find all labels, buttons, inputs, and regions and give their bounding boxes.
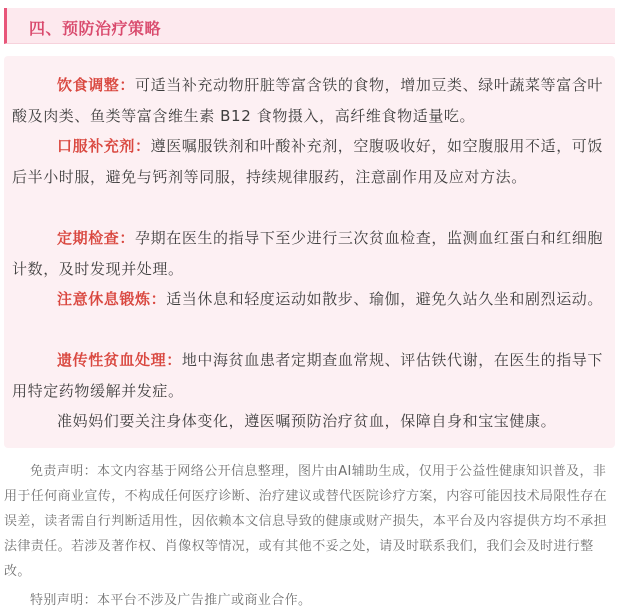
paragraph-hereditary (12, 345, 604, 406)
text-rest-exercise: 适当休息和轻度运动如散步、瑜伽，避免久站久坐和剧烈运动。 (166, 290, 604, 308)
strategy-card (4, 56, 615, 448)
keyword-hereditary: 遗传性贫血处理： (57, 351, 182, 369)
disclaimer-text: 免责声明：本文内容基于网络公开信息整理，图片由AI辅助生成，仅用于公益性健康知识普及，非用于任何商业宣传，不构成任何医疗诊断、治疗建议或替代医院诊疗方案，内容可能因技术局限性存在误差，读者需自行判断适用性，因依赖本文信息导致的健康或财产损失，本平台及内容提供方均不承担法律责任。若涉及著作权、肖像权等情况，或有其他不妥之处，请及时联系我们，我们会及时进行整改。 (4, 464, 608, 579)
paragraph-closing: 准妈妈们要关注身体变化，遵医嘱预防治疗贫血，保障自身和宝宝健康。 (57, 412, 557, 430)
paragraph-checkup (12, 223, 604, 284)
text-checkup: 孕期在医生的指导下至少进行三次贫血检查，监测血红蛋白和红细胞计数，及时发现并处理。 (12, 229, 604, 278)
section-header (4, 8, 615, 44)
special-notice-text: 特别声明：本平台不涉及广告推广或商业合作。 (30, 593, 312, 608)
paragraph-diet (12, 70, 604, 131)
paragraph-rest-exercise (12, 284, 604, 315)
text-diet: 可适当补充动物肝脏等富含铁的食物，增加豆类、绿叶蔬菜等富含叶酸及肉类、鱼类等富含维生素 B12 食物摄入，高纤维食物适量吃。 (12, 76, 604, 125)
paragraph-supplements (12, 131, 604, 192)
keyword-supplements: 口服补充剂： (57, 137, 151, 155)
section-title: 四、预防治疗策略 (29, 19, 162, 38)
keyword-rest-exercise: 注意休息锻炼： (57, 290, 167, 308)
text-hereditary: 地中海贫血患者定期查血常规、评估铁代谢，在医生的指导下用特定药物缓解并发症。 (12, 351, 604, 400)
keyword-diet: 饮食调整： (57, 76, 136, 94)
text-supplements: 遵医嘱服铁剂和叶酸补充剂，空腹吸收好，如空腹服用不适，可饭后半小时服，避免与钙剂等同服，持续规律服药，注意副作用及应对方法。 (12, 137, 604, 186)
keyword-checkup: 定期检查： (57, 229, 136, 247)
